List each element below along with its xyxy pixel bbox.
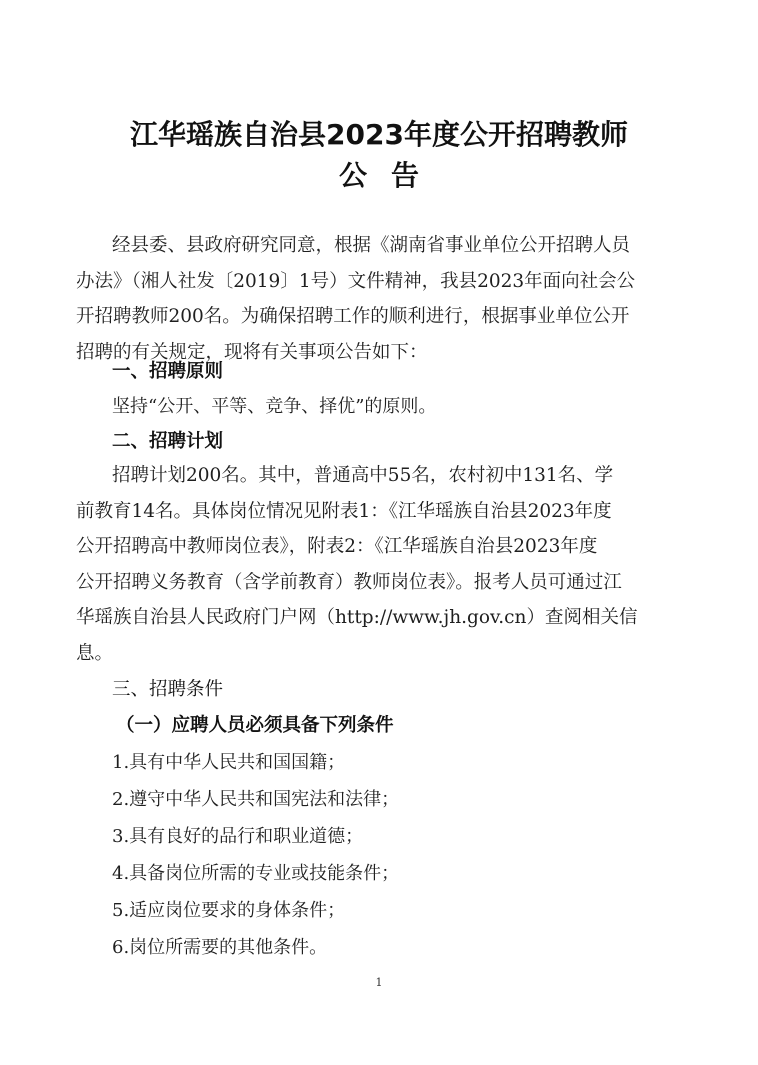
intro-line: 招聘的有关规定，现将有关事项公告如下：: [76, 341, 428, 363]
condition-item: 5.适应岗位要求的身体条件；: [112, 900, 346, 921]
intro-line: 办法》（湘人社发〔2019〕1号）文件精神，我县2023年面向社会公: [76, 270, 636, 292]
plan-line: 前教育14名。具体岗位情况见附表1：《江华瑶族自治县2023年度: [76, 500, 612, 522]
intro-line: 开招聘教师200名。为确保招聘工作的顺利进行，根据事业单位公开: [76, 306, 630, 327]
document-title-announcement: 公告: [338, 159, 443, 192]
condition-item: 4.具备岗位所需的专业或技能条件；: [112, 863, 400, 884]
plan-line: 息。: [76, 642, 114, 664]
intro-paragraph: [76, 228, 672, 370]
condition-item: 6.岗位所需要的其他条件。: [112, 937, 328, 958]
condition-item: 3.具有良好的品行和职业道德；: [112, 826, 364, 847]
section-principle-text: 坚持“公开、平等、竞争、择优”的原则。: [112, 396, 437, 417]
intro-line: 经县委、县政府研究同意，根据《湖南省事业单位公开招聘人员: [112, 235, 631, 256]
page-number: 1: [375, 976, 383, 989]
plan-paragraph: [76, 458, 672, 671]
plan-line: 华瑶族自治县人民政府门户网（http://www.jh.gov.cn）查阅相关信: [76, 607, 638, 628]
plan-line: 公开招聘高中教师岗位表》，附表2：《江华瑶族自治县2023年度: [76, 536, 598, 557]
section-heading-conditions: 三、招聘条件: [112, 679, 224, 700]
condition-item: 2.遵守中华人民共和国宪法和法律；: [112, 789, 400, 810]
plan-line: 招聘计划200名。其中，普通高中55名，农村初中131名、学: [112, 465, 614, 486]
document-title: 江华瑶族自治县2023年度公开招聘教师: [130, 118, 628, 151]
condition-item: 1.具有中华人民共和国国籍；: [112, 752, 346, 773]
section-heading-plan: 二、招聘计划: [112, 431, 224, 452]
section-heading-principle: 一、招聘原则: [112, 361, 224, 382]
subsection-heading-required: （一）应聘人员必须具备下列条件: [116, 715, 394, 736]
plan-line: 公开招聘义务教育（含学前教育）教师岗位表》。报考人员可通过江: [76, 571, 622, 593]
